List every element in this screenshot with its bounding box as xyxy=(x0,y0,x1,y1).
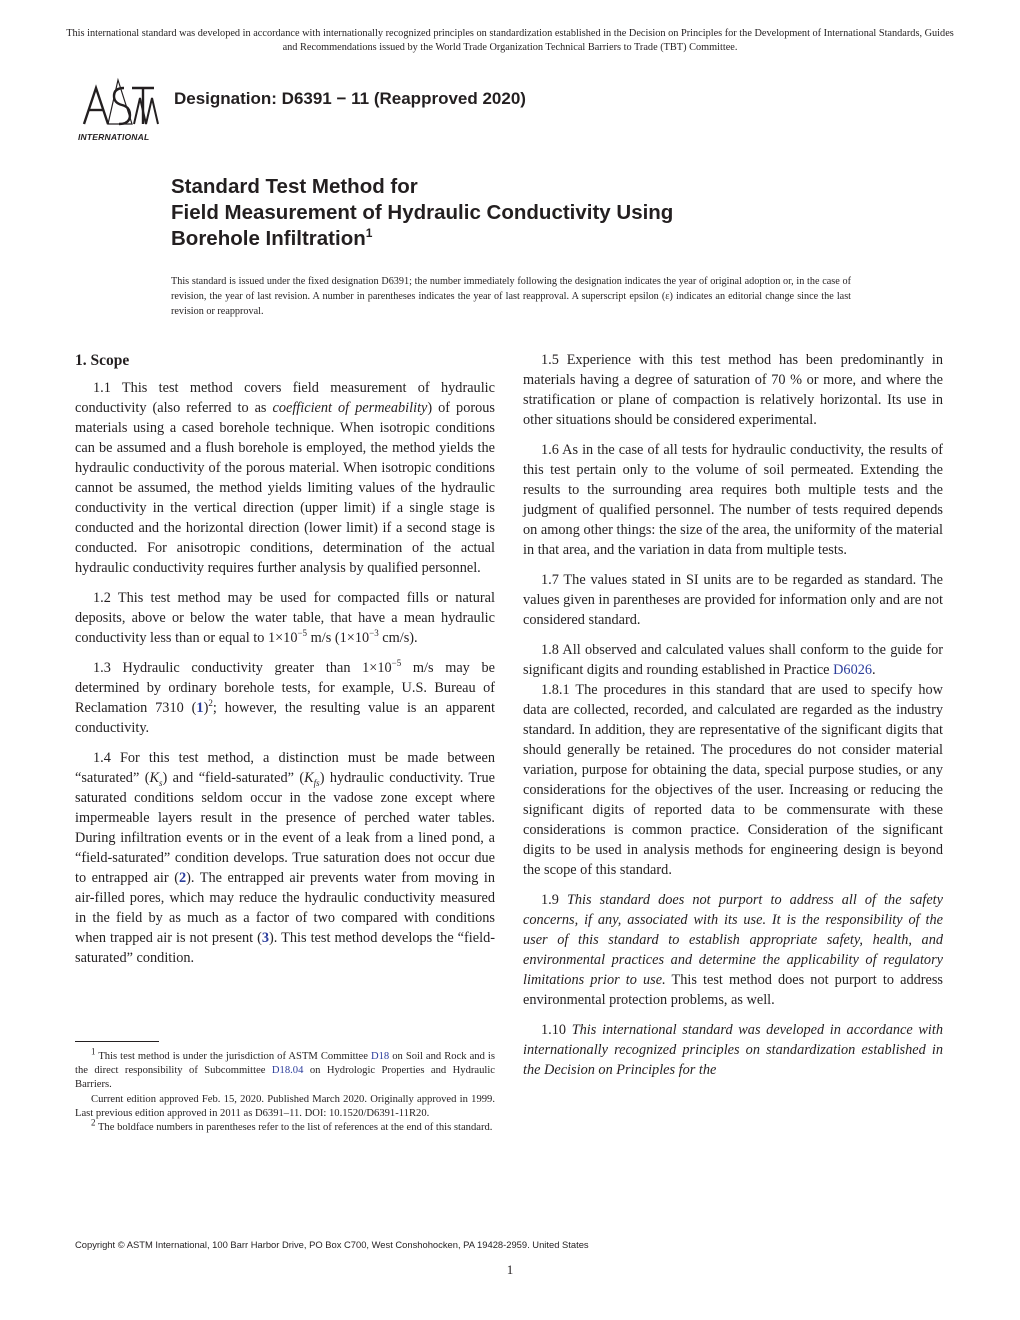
paragraph-1-8: 1.8 All observed and calculated values shall conform to the guide for significant digits and rounding established in Practice D6026. xyxy=(523,642,943,678)
footnote-2: $^2$ The boldface numbers in parentheses refer to the list of references at the end of this standard. xyxy=(91,1117,493,1134)
committee-d18-link[interactable]: D18 xyxy=(370,1051,390,1062)
paragraph-1-2: 1.2 This test method may be used for compacted fills or natural deposits, above or below the water table, that have a mean hydraulic conductivity less than or equal to $1\times 10^{-5}$ m/s ($1\times 10^{-3}$ cm/s). xyxy=(75,590,495,646)
page-number: 1 xyxy=(506,1262,514,1277)
right-column xyxy=(523,350,943,1090)
paragraph-1-4: 1.4 For this test method, a distinction must be made between “saturated” $(K_s)$ and “field-saturated” $(K_{fs})$ hydraulic conductivity. True saturated conditions seldom occur in the vadose zone except where impermeable layers result in the presence of perched water tables. During infiltration events or in the event of a leak from a lined pond, a “field-saturated” condition develops. True saturation does not occur due to entrapped air (2). The entrapped air prevents water from moving in air-filled pores, which may reduce the hydraulic conductivity measured in the field by as much as a factor of two compared with conditions when trapped air is not present (3). This test method develops the “field-saturated” condition. xyxy=(75,750,496,966)
section-heading: 1. Scope xyxy=(75,352,130,369)
paragraph-1-6: 1.6 As in the case of all tests for hydraulic conductivity, the results of this test pertain only to the volume of soil permeated. Extending the results to the surrounding area requires both multiple tests and the judgment of qualified personnel. The number of tests required depends on among other things: the size of the area, the uniformity of the material in that area, and the variation in data from multiple tests. xyxy=(523,442,943,558)
reference-link-3[interactable]: 3 xyxy=(261,930,270,946)
subcommittee-d18-04-link[interactable]: D18.04 xyxy=(271,1065,304,1077)
paragraph-1-3: 1.3 Hydraulic conductivity greater than $1\times 10^{-5}$ m/s may be determined by ordinary borehole tests, for example, U.S. Bureau of Reclamation 7310 $(1)^2$; however, the resulting value is an apparent conductivity. xyxy=(75,658,495,736)
footnote-1-edition: Current edition approved Feb. 15, 2020. Published March 2020. Originally approved in 1999. Last previous edition approved in 2011 as D6391–11. DOI: 10.1520/D6391-11R20. xyxy=(75,1093,495,1119)
title-line-3-text: Borehole Infiltration xyxy=(171,227,366,250)
title-line-3 xyxy=(171,226,871,252)
paragraph-1-10: 1.10 This international standard was developed in accordance with internationally recognized principles on standardization established in the Decision on Principles for the xyxy=(523,1022,944,1078)
reference-link-2[interactable]: 2 xyxy=(178,870,187,886)
title-footnote-mark: 1 xyxy=(365,226,373,241)
astm-logo xyxy=(74,74,162,144)
paragraph-1-8-1: 1.8.1 The procedures in this standard that are used to specify how data are collected, recorded, and calculated are regarded as the industry standard. In addition, they are representative of the significant digits that should generally be retained. The procedures do not consider material variation, purpose for obtaining the data, special purpose studies, or any considerations for the objectives of the user. Increasing or reducing the significant digits of reported data to be commensurate with these considerations is common practice. Consideration of the significant digits to be used in analysis methods for engineering design is beyond the scope of this standard. xyxy=(523,682,943,878)
title-line-1: Standard Test Method for xyxy=(171,175,418,198)
title-line-2: Field Measurement of Hydraulic Conductivity Using xyxy=(171,201,674,224)
left-column xyxy=(75,350,495,978)
paragraph-1-1: 1.1 This test method covers field measurement of hydraulic conductivity (also referred to as coefficient of permeability) of porous materials using a cased borehole technique. When isotropic conditions can be assumed and a flush borehole is employed, the method yields the hydraulic conductivity of the porous material. When isotropic conditions cannot be assumed, the method yields limiting values of the hydraulic conductivity in the vertical direction (upper limit) if a single stage is conducted and the horizontal direction (lower limit) if a second stage is conducted. For anisotropic conditions, determination of the actual hydraulic conductivity requires further analysis by qualified personnel. xyxy=(75,380,495,576)
copyright: Copyright © ASTM International, 100 Barr Harbor Drive, PO Box C700, West Conshohocken, PA 19428-2959. United States xyxy=(75,1239,589,1250)
wto-notice: This international standard was developed in accordance with internationally recognized principles on standardization established in the Decision on Principles for the Development of International Standards, Guides and Recommendations issued by the World Trade Organization Technical Barriers to Trade (TBT) Committee. xyxy=(66,28,954,53)
footnote-1: $^1$ This test method is under the jurisdiction of ASTM Committee D18 on Soil and Rock and is the direct responsibility of Subcommittee D18.04 on Hydrologic Properties and Hydraulic Barriers. xyxy=(75,1046,496,1091)
designation: Designation: D6391 − 11 (Reapproved 2020) xyxy=(174,89,526,108)
logo-caption: INTERNATIONAL xyxy=(78,132,150,142)
issuance-note: This standard is issued under the fixed designation D6391; the number immediately following the designation indicates the year of original adoption or, in the case of revision, the year of last revision. A number in parentheses indicates the year of last reapproval. A superscript epsilon (ε) indicates an editorial change since the last revision or reapproval. xyxy=(171,276,851,317)
practice-d6026-link[interactable]: D6026 xyxy=(833,662,873,678)
paragraph-1-9: 1.9 This standard does not purport to address all of the safety concerns, if any, associated with its use. It is the responsibility of the user of this standard to establish appropriate safety, health, and environmental practices and determine the applicability of regulatory limitations prior to use. This test method does not purport to address environmental protection problems, as well. xyxy=(523,892,943,1008)
paragraph-1-5: 1.5 Experience with this test method has been predominantly in materials having a degree of saturation of 70 % or more, and where the stratification or plane of compaction is relatively horizontal. Its use in other situations should be considered experimental. xyxy=(523,352,943,428)
document-title xyxy=(171,174,871,252)
footnotes xyxy=(75,1046,496,1135)
reference-link-1[interactable]: 1 xyxy=(196,700,204,716)
paragraph-1-7: 1.7 The values stated in SI units are to be regarded as standard. The values given in parentheses are provided for information only and are not considered standard. xyxy=(523,572,943,628)
footnote-divider xyxy=(75,1041,159,1042)
